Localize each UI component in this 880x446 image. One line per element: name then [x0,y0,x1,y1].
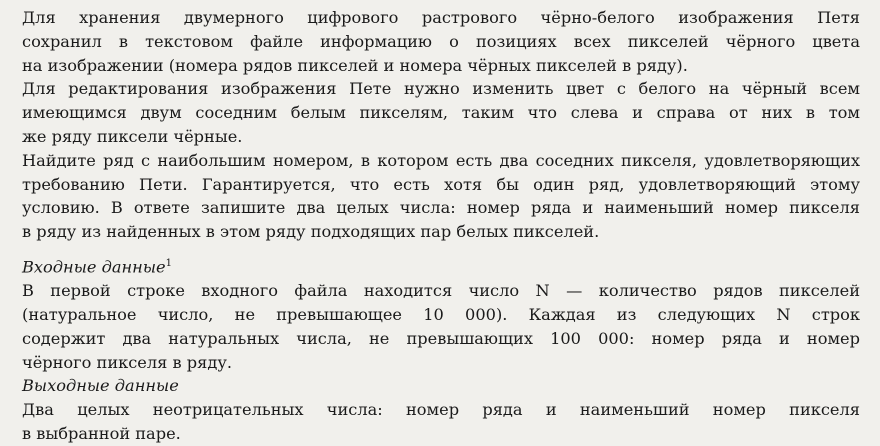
paragraph-storage [22,6,868,77]
paragraph-task [22,149,868,244]
text-line: Для редактирования изображения Пете нужно изменить цвет с белого на чёрный всем [22,79,860,99]
text-line: в выбранной паре. [22,423,181,443]
output-heading: Выходные данные [22,376,179,396]
footnote-marker: 1 [165,257,172,269]
text-line: (натуральное число, не превышающее 10 000). Каждая из следующих N строк [22,304,860,324]
text-line: сохранил в текстовом файле информацию о позициях всех пикселей чёрного цвета [22,31,860,51]
input-heading-text: Входные данные [22,257,166,277]
text-line: же ряду пиксели чёрные. [22,126,243,146]
text-line: условию. В ответе запишите два целых числа: номер ряда и наименьший номер пикселя [22,198,860,218]
text-line: Для хранения двумерного цифрового растрового чёрно-белого изображения Петя [22,8,860,27]
text-line: имеющимся двум соседним белым пикселям, таким что слева и справа от них в том [22,103,860,123]
paragraph-editing [22,77,868,148]
input-heading [22,252,860,279]
text-line: на изображении (номера рядов пикселей и номера чёрных пикселей в ряду). [22,55,688,75]
output-description [22,398,868,446]
spacer [22,244,868,252]
text-line: Два целых неотрицательных числа: номер ряда и наименьший номер пикселя [22,400,860,420]
text-line: Найдите ряд с наибольшим номером, в котором есть два соседних пикселя, удовлетворяющих [22,150,860,170]
text-line: требованию Пети. Гарантируется, что есть хотя бы один ряд, удовлетворяющий этому [22,174,860,194]
text-line: В первой строке входного файла находится число N — количество рядов пикселей [22,281,860,301]
text-line: в ряду из найденных в этом ряду подходящих пар белых пикселей. [22,222,600,242]
input-description [22,279,868,374]
text-line: содержит два натуральных числа, не превышающих 100 000: номер ряда и номер [22,328,860,348]
text-line: чёрного пикселя в ряду. [22,352,233,372]
